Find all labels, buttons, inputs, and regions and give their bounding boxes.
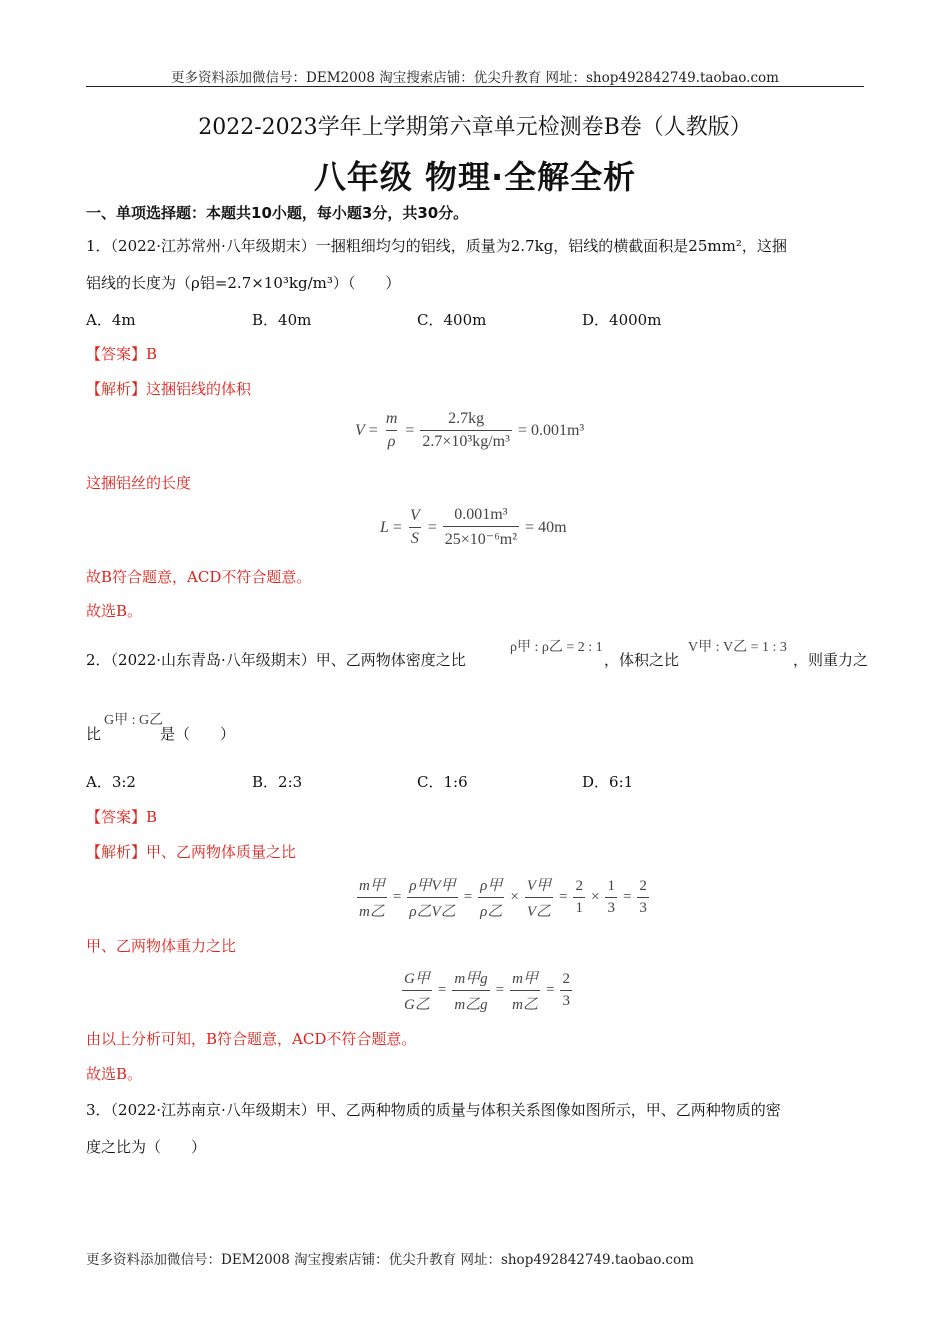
q2-gravity-ratio-equation: $\frac{\text{G甲}}{\text{G乙}}$ = $\frac{\text{m甲g}}{\text{m乙g}}$ = $\frac{\text{m甲}}{\text{m乙}}$ = $\frac{2}{3}$ [404,971,570,1013]
q3-stem-line1: 3．（2022·江苏南京·八年级期末）甲、乙两种物质的质量与体积关系图像如图所示，甲、乙两种物质的密 [86,1101,781,1119]
q2-answer: 【答案】B [86,808,158,826]
q2-density-ratio: ρ甲 : ρ乙 = 2 : 1 [510,640,603,655]
page-header: 更多资料添加微信号：DEM2008 淘宝搜索店铺：优尖升教育 网址：shop492842749.taobao.com [171,70,779,86]
q2-final: 故选B。 [86,1065,143,1083]
header-divider [86,86,864,87]
q1-length-equation: L = $\frac{V}{S}$ = $\frac{\text{0.001m³}}{\text{25×10⁻⁶m²}}$ = 40m [380,506,567,548]
q1-option-c: C．400m [417,311,487,329]
page-footer: 更多资料添加微信号：DEM2008 淘宝搜索店铺：优尖升教育 网址：shop492842749.taobao.com [86,1252,694,1268]
exam-title: 2022-2023学年上学期第六章单元检测卷B卷（人教版） [198,115,752,140]
q1-answer: 【答案】B [86,345,158,363]
q2-stem-line2b: 是（ ） [160,725,236,743]
q2-stem-line1c: ，则重力之 [793,651,869,669]
q2-option-c: C．1:6 [417,773,468,791]
q1-stem-line1: 1．（2022·江苏常州·八年级期末）一捆粗细均匀的铝线，质量为2.7kg，铝线的横截面积是25mm²，这捆 [86,237,787,255]
q2-gravity-label: 甲、乙两物体重力之比 [86,937,237,955]
q1-analysis: 【解析】这捆铝线的体积 [86,380,252,398]
q1-option-b: B．40m [252,311,312,329]
q2-stem-line1a: 2．（2022·山东青岛·八年级期末）甲、乙两物体密度之比 [86,651,466,669]
q2-gravity-ratio: G甲 : G乙 [104,713,164,728]
q1-final: 故选B。 [86,602,143,620]
q3-stem-line2: 度之比为（ ） [86,1138,207,1156]
q2-option-b: B．2:3 [252,773,303,791]
q1-option-d: D．4000m [582,311,662,329]
q2-stem-line1b: ，体积之比 [604,651,680,669]
q1-option-a: A．4m [86,311,136,329]
q2-option-d: D．6:1 [582,773,634,791]
q2-option-a: A．3:2 [86,773,136,791]
q2-analysis: 【解析】甲、乙两物体质量之比 [86,843,297,861]
exam-subtitle: 八年级 物理·全解全析 [313,158,637,196]
q2-volume-ratio: V甲 : V乙 = 1 : 3 [688,640,787,655]
q1-stem-line2: 铝线的长度为（ρ铝=2.7×10³kg/m³）（ ） [86,274,401,292]
q1-conclusion: 故B符合题意，ACD不符合题意。 [86,568,312,586]
q2-conclusion: 由以上分析可知，B符合题意，ACD不符合题意。 [86,1030,417,1048]
q2-stem-line2a: 比 [86,725,102,743]
q2-mass-ratio-equation: $\frac{\text{m甲}}{\text{m乙}}$ = $\frac{\text{ρ甲V甲}}{\text{ρ乙V乙}}$ = $\frac{\text{ρ甲}}{\text{ρ乙}}$ × $\frac{\text{V甲}}{\text{V乙}}$ = $\frac{2}{1}$ × $\frac{1}{3}$ = $\frac{2}{3}$ [359,878,647,920]
section-heading: 一、单项选择题：本题共10小题，每小题3分，共30分。 [86,204,469,222]
q1-length-label: 这捆铝丝的长度 [86,474,192,492]
q1-volume-equation: V = $\frac{m}{\rho}$ = $\frac{2.7kg}{\text{2.7×10³kg/m³}}$ = 0.001m³ [355,410,585,450]
